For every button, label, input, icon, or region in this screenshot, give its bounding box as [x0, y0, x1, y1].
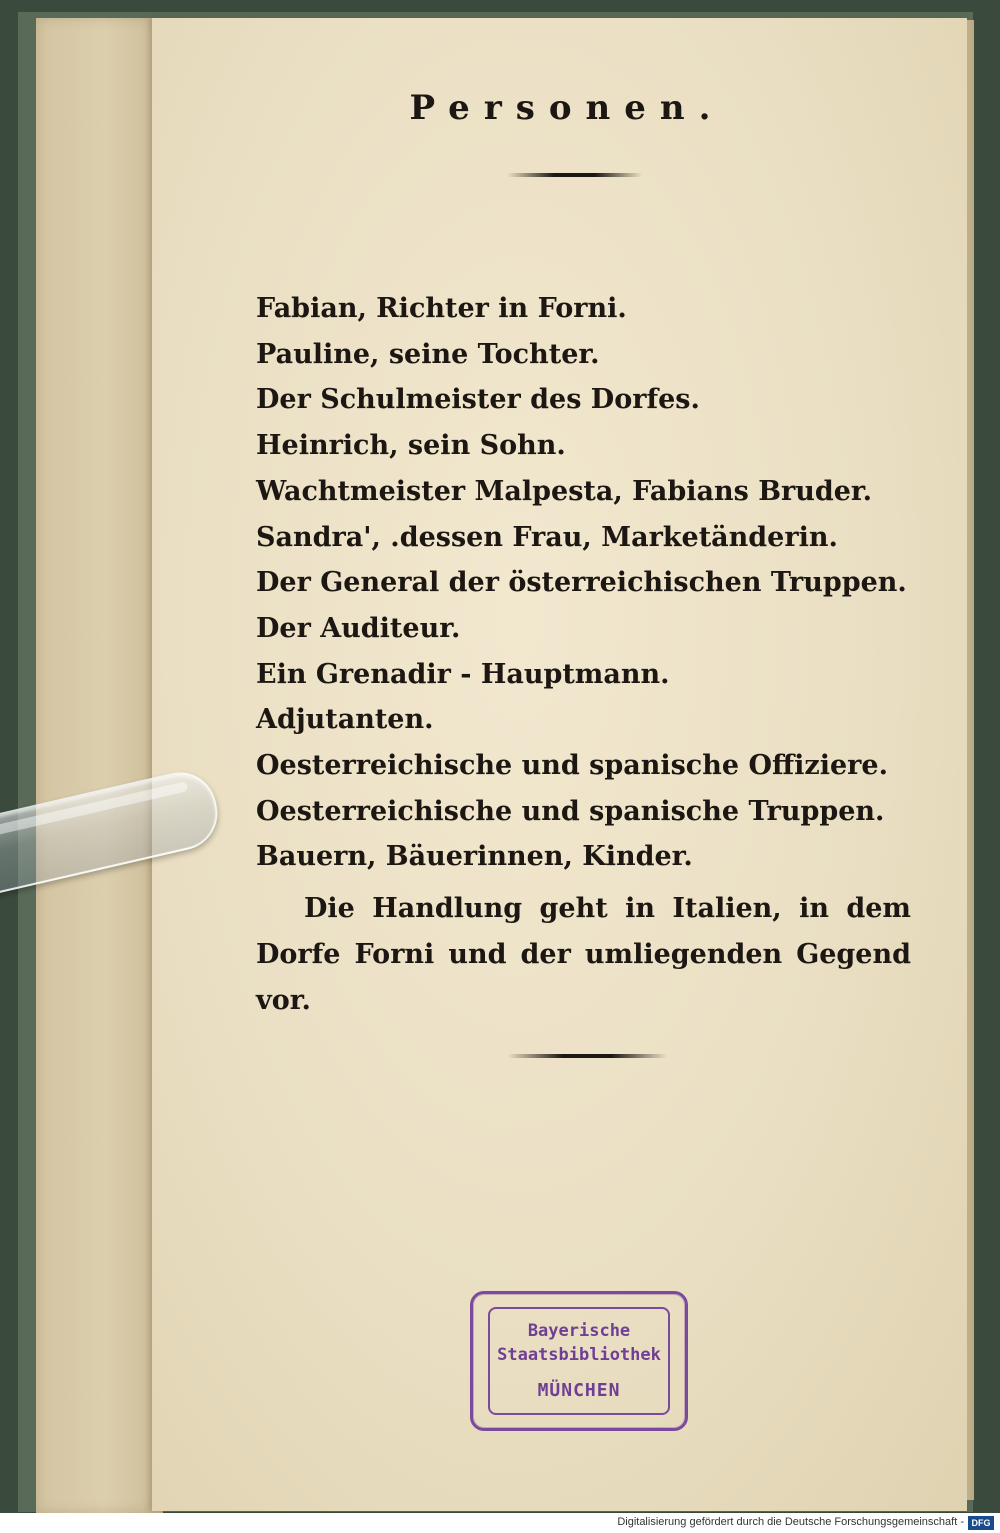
- cast-entry: Heinrich, sein Sohn.: [256, 430, 566, 462]
- cast-entry: Der Schulmeister des Dorfes.: [256, 384, 700, 416]
- cast-entry: Ein Grenadir - Hauptmann.: [256, 658, 670, 690]
- cast-entry: Oesterreichische und spanische Truppen.: [256, 795, 885, 827]
- cast-entry: Oesterreichische und spanische Offiziere.: [256, 750, 888, 782]
- cast-entry: Pauline, seine Tochter.: [256, 338, 600, 370]
- stamp-line: Staatsbibliothek: [497, 1345, 661, 1365]
- previous-page-edge: [36, 18, 163, 1513]
- library-stamp: [470, 1291, 688, 1431]
- page-heading: Personen.: [409, 88, 725, 128]
- cast-entry: Bauern, Bäuerinnen, Kinder.: [256, 841, 693, 873]
- cast-entry: Fabian, Richter in Forni.: [256, 293, 627, 324]
- ornamental-rule-top: [507, 173, 642, 177]
- book-page: [152, 18, 967, 1511]
- ornamental-rule-bottom: [507, 1054, 667, 1058]
- stamp-city: MÜNCHEN: [537, 1380, 621, 1401]
- cast-list: [256, 286, 936, 880]
- scene-note: Die Handlung geht in Italien, in dem Dorfe Forni und der umliegenden Gegend vor.: [256, 893, 911, 1016]
- stamp-line: Bayerische: [527, 1321, 631, 1341]
- footer-bar: [0, 1513, 1000, 1533]
- funding-notice: Digitalisierung gefördert durch die Deutsche Forschungsgemeinschaft -: [617, 1516, 964, 1528]
- cast-entry: Der Auditeur.: [256, 612, 461, 644]
- cast-entry: Der General der österreichischen Truppen.: [256, 567, 907, 599]
- dfg-logo-icon: DFG: [968, 1516, 994, 1530]
- cast-entry: Sandra', .dessen Frau, Marketänderin.: [256, 521, 838, 553]
- library-stamp-frame: [488, 1307, 670, 1415]
- cast-entry: Wachtmeister Malpesta, Fabians Bruder.: [256, 475, 873, 507]
- cast-entry: Adjutanten.: [256, 704, 434, 736]
